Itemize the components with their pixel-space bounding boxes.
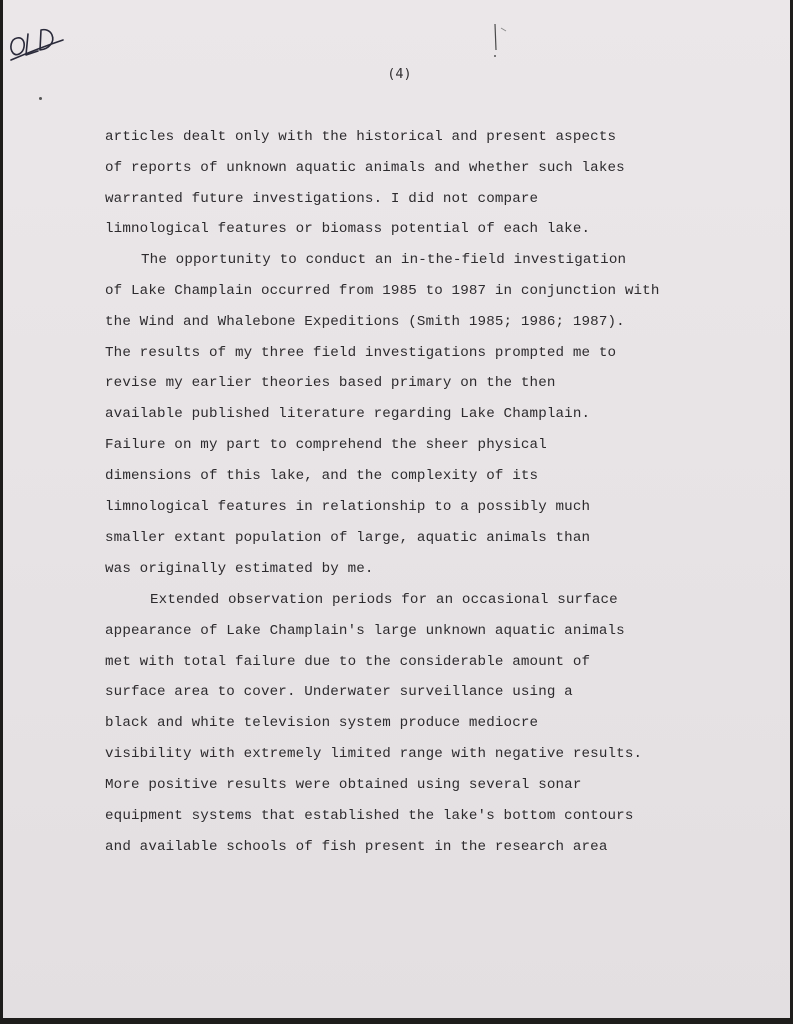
text-line: smaller extant population of large, aquatic animals than (105, 530, 591, 546)
text-line: warranted future investigations. I did not compare (105, 191, 539, 207)
text-line: available published literature regarding Lake Champlain. (105, 406, 591, 422)
scan-dot (39, 97, 42, 100)
document-page (3, 0, 790, 1018)
scan-mark (491, 20, 515, 62)
text-line: dimensions of this lake, and the complexity of its (105, 468, 539, 484)
text-line: of Lake Champlain occurred from 1985 to 1987 in conjunction with (105, 283, 660, 299)
text-line: met with total failure due to the considerable amount of (105, 654, 591, 670)
text-line: limnological features or biomass potential of each lake. (105, 221, 591, 237)
text-line: The opportunity to conduct an in-the-field investigation (141, 252, 627, 268)
text-line: the Wind and Whalebone Expeditions (Smith 1985; 1986; 1987). (105, 314, 625, 330)
text-line: Extended observation periods for an occasional surface (150, 592, 618, 608)
text-line: visibility with extremely limited range with negative results. (105, 746, 643, 762)
text-line: The results of my three field investigations prompted me to (105, 345, 617, 361)
page-number: (4) (387, 66, 412, 82)
text-line: limnological features in relationship to a possibly much (105, 499, 591, 515)
text-line: articles dealt only with the historical and present aspects (105, 129, 617, 145)
text-line: More positive results were obtained using several sonar (105, 777, 582, 793)
text-line: Failure on my part to comprehend the sheer physical (105, 437, 547, 453)
text-line: surface area to cover. Underwater surveillance using a (105, 684, 573, 700)
text-line: was originally estimated by me. (105, 561, 374, 577)
text-line: of reports of unknown aquatic animals and whether such lakes (105, 160, 625, 176)
scan-border (0, 1018, 793, 1024)
text-line: revise my earlier theories based primary on the then (105, 375, 556, 391)
text-line: appearance of Lake Champlain's large unknown aquatic animals (105, 623, 625, 639)
text-line: equipment systems that established the lake's bottom contours (105, 808, 634, 824)
text-line: and available schools of fish present in the research area (105, 839, 608, 855)
handwritten-old-annotation (5, 20, 67, 62)
text-line: black and white television system produce mediocre (105, 715, 539, 731)
